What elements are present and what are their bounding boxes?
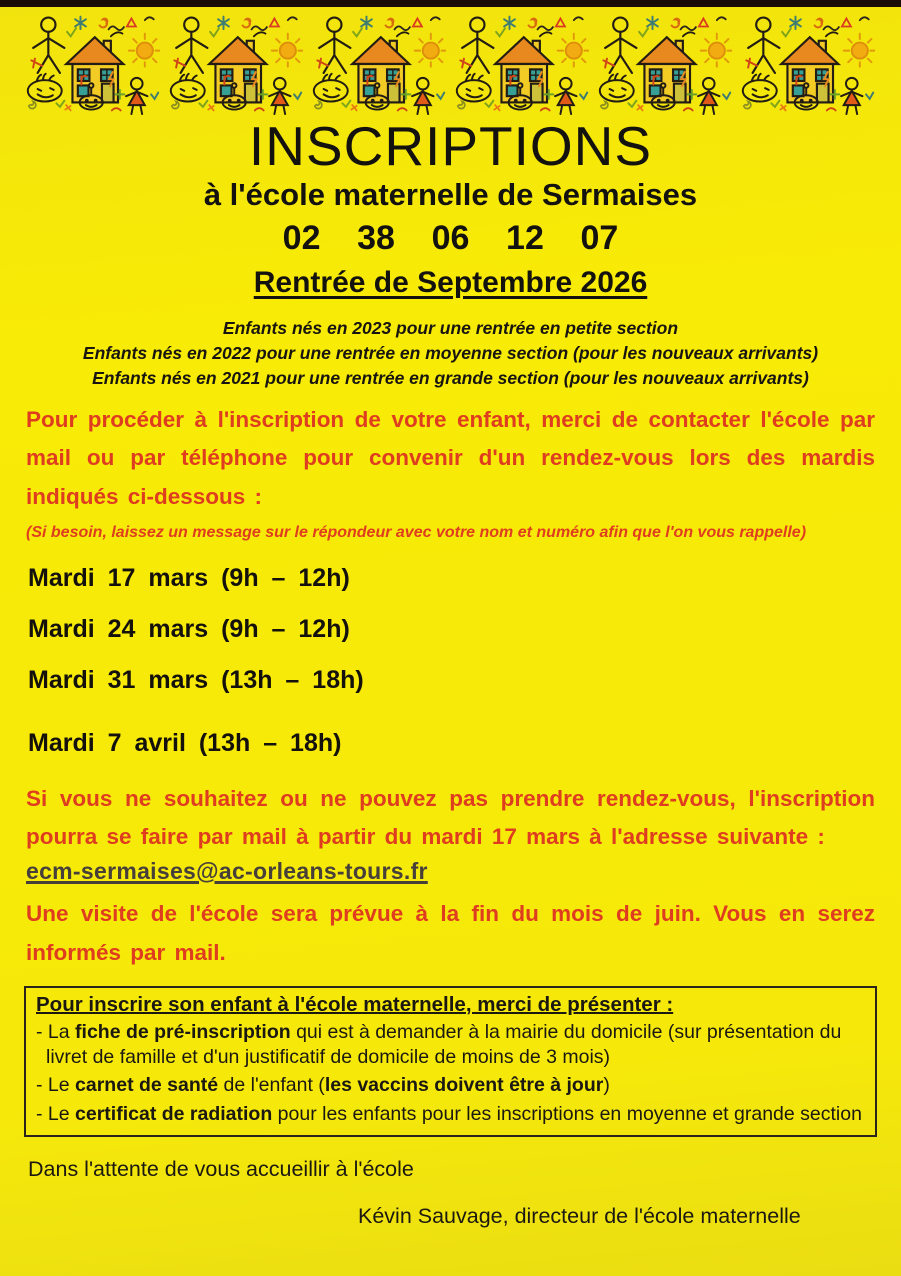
school-year-heading — [0, 266, 901, 300]
email-line — [26, 858, 901, 885]
documents-box-heading — [36, 993, 865, 1017]
kids-doodle-motif — [26, 13, 160, 115]
appointment-date-3: Mardi 31 mars (13h – 18h) — [28, 665, 364, 694]
kids-doodle-motif — [312, 13, 446, 115]
eligibility-line-2023: Enfants nés en 2023 pour une rentrée en petite section — [222, 318, 679, 338]
school-year-text: Rentrée de Septembre 2026 — [253, 266, 648, 299]
kids-doodle-motif — [598, 13, 732, 115]
signature-text: Kévin Sauvage, directeur de l'école maternelle — [358, 1204, 801, 1229]
documents-box — [24, 986, 877, 1137]
appointment-date-2: Mardi 24 mars (9h – 12h) — [28, 614, 350, 643]
scan-edge-bar — [0, 0, 901, 7]
eligibility-line-2022: Enfants nés en 2022 pour une rentrée en moyenne section (pour les nouveaux arrivants) — [82, 343, 819, 364]
school-visit-info: Une visite de l'école sera prévue à la fin du mois de juin. Vous en serez informés par mail. — [26, 901, 875, 965]
appointment-date-1: Mardi 17 mars (9h – 12h) — [28, 563, 350, 592]
kids-doodle-motif — [169, 13, 303, 115]
contact-instructions: Pour procéder à l'inscription de votre enfant, merci de contacter l'école par mail ou par téléphone pour convenir d'un rendez-vous lors des mardis indiqués ci-dessous : — [26, 407, 875, 509]
document-item-certificat-radiation: - Le certificat de radiation pour les enfants pour les inscriptions en moyenne et grande section — [36, 1102, 862, 1125]
kids-doodle-motif — [455, 13, 589, 115]
eligibility-section — [0, 316, 901, 391]
farewell-text: Dans l'attente de vous accueillir à l'école — [28, 1157, 414, 1182]
kids-doodle-motif — [741, 13, 875, 115]
documents-box-heading-text: Pour inscrire son enfant à l'école maternelle, merci de présenter : — [36, 992, 674, 1016]
doodle-border — [0, 0, 901, 117]
phone-number: 02 38 06 12 07 — [282, 219, 619, 257]
school-name: à l'école maternelle de Sermaises — [203, 177, 698, 212]
page-title: INSCRIPTIONS — [248, 115, 653, 177]
voicemail-note: (Si besoin, laissez un message sur le répondeur avec votre nom et numéro afin que l'on vous rappelle) — [26, 523, 807, 541]
appointment-dates-list — [28, 564, 901, 758]
mail-registration-info: Si vous ne souhaitez ou ne pouvez pas prendre rendez-vous, l'inscription pourra se faire par mail à partir du mardi 17 mars à l'adresse suivante : — [26, 785, 875, 850]
appointment-date-4: Mardi 7 avril (13h – 18h) — [28, 728, 342, 757]
document-item-carnet-sante: - Le carnet de santé de l'enfant (les vaccins doivent être à jour) — [36, 1074, 610, 1097]
document-item-pre-inscription: - La fiche de pré-inscription qui est à demander à la mairie du domicile (sur présentation du livret de famille et d'un justificatif de domicile de moins de 3 mois) — [36, 1020, 842, 1069]
eligibility-line-2021: Enfants nés en 2021 pour une rentrée en grande section (pour les nouveaux arrivants) — [92, 368, 809, 389]
email-link[interactable]: ecm-sermaises@ac-orleans-tours.fr — [26, 858, 428, 885]
